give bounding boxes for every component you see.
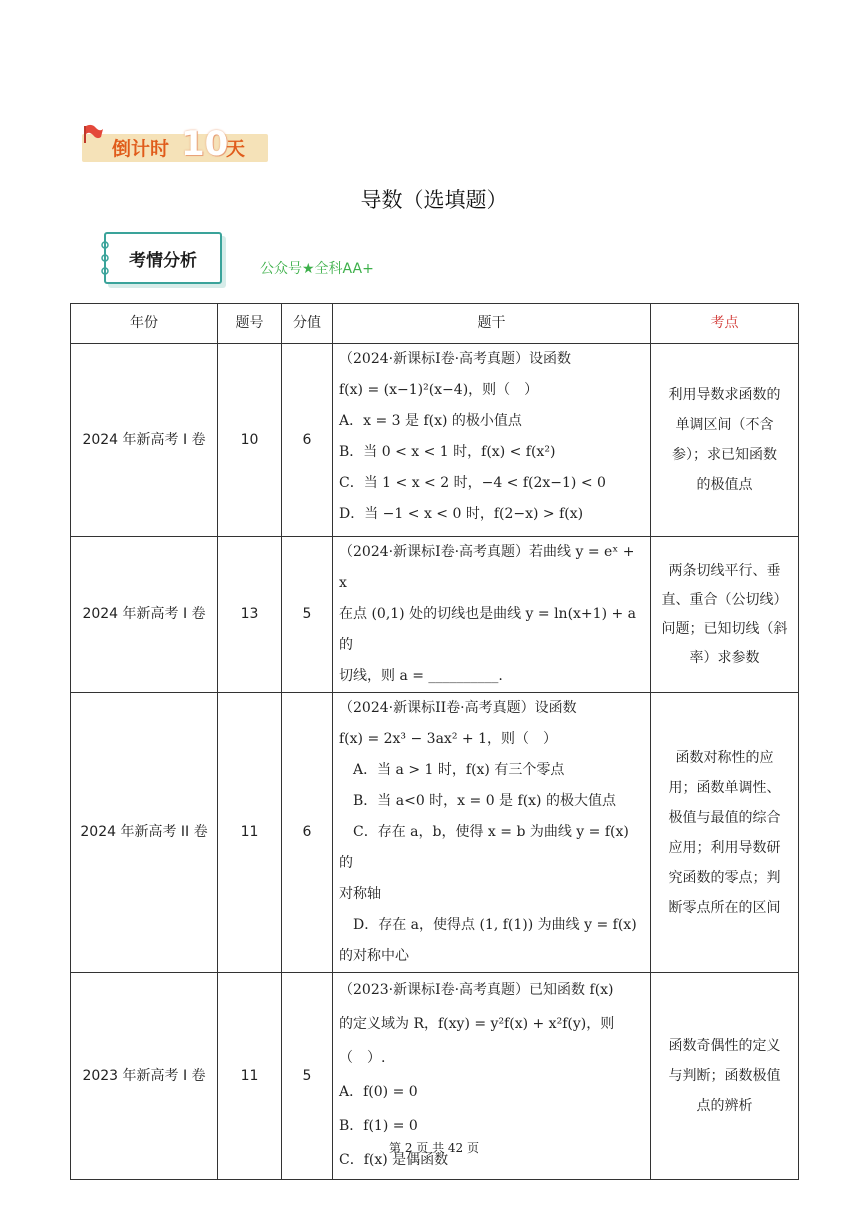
- point-line: 断零点所在的区间: [668, 899, 781, 916]
- page-title: 导数（选填题）: [360, 188, 508, 212]
- point-line: 点的辨析: [696, 1098, 753, 1114]
- countdown-banner: [82, 124, 268, 162]
- question-line: C．f(x) 是偶函数: [339, 1152, 449, 1168]
- question-line: （2024·新课标II卷·高考真题）设函数: [339, 700, 577, 716]
- section-label-box: [104, 232, 222, 284]
- point-line: 应用；利用导数研: [668, 839, 781, 856]
- cell-point: [651, 537, 799, 693]
- cell-score: 5: [282, 537, 333, 693]
- table-header-row: [71, 304, 799, 344]
- cell-number: 10: [218, 344, 282, 537]
- cell-year: 2024 年新高考 I 卷: [71, 344, 218, 537]
- point-line: 用；函数单调性、: [668, 779, 781, 796]
- cell-number: 11: [218, 973, 282, 1180]
- header-point: 考点: [651, 304, 799, 344]
- cell-question: [333, 537, 651, 693]
- question-line: C．存在 a，b，使得 x = b 为曲线 y = f(x) 的: [339, 824, 629, 871]
- point-line: 两条切线平行、垂: [668, 562, 781, 579]
- cell-year: 2024 年新高考 II 卷: [71, 693, 218, 973]
- cell-year: 2024 年新高考 I 卷: [71, 537, 218, 693]
- banner-number: 10: [181, 124, 229, 164]
- question-line: B．f(1) = 0: [339, 1118, 418, 1134]
- banner-suffix: 天: [226, 138, 246, 160]
- question-line: （2023·新课标I卷·高考真题）已知函数 f(x): [339, 982, 614, 998]
- question-line: f(x) = (x−1)²(x−4)，则（ ）: [339, 382, 539, 398]
- question-line: A．当 a > 1 时，f(x) 有三个零点: [339, 762, 565, 778]
- cell-point: [651, 344, 799, 537]
- cell-number: 13: [218, 537, 282, 693]
- question-line: 的定义域为 R，f(xy) = y²f(x) + x²f(y)，则: [339, 1016, 615, 1032]
- question-line: f(x) = 2x³ − 3ax² + 1，则（ ）: [339, 731, 557, 747]
- question-line: A．f(0) = 0: [339, 1084, 418, 1100]
- banner-prefix: 倒计时: [112, 138, 170, 160]
- flag-icon: [82, 124, 104, 144]
- point-line: 函数奇偶性的定义: [668, 1038, 781, 1054]
- point-line: 极值与最值的综合: [668, 809, 781, 826]
- cell-point: [651, 693, 799, 973]
- point-line: 率）求参数: [689, 649, 760, 666]
- cell-year: 2023 年新高考 I 卷: [71, 973, 218, 1180]
- point-line: 参）；求已知函数: [672, 447, 777, 463]
- header-question: 题干: [333, 304, 651, 344]
- cell-score: 6: [282, 344, 333, 537]
- cell-question: [333, 344, 651, 537]
- question-line: A．x = 3 是 f(x) 的极小值点: [339, 413, 522, 429]
- question-line: 的对称中心: [339, 948, 409, 964]
- watermark-text: 公众号★全科AA+: [260, 261, 374, 277]
- header-year: 年份: [71, 304, 218, 344]
- point-line: 函数对称性的应: [675, 749, 774, 766]
- question-line: D．当 −1 < x < 0 时，f(2−x) > f(x): [339, 506, 584, 522]
- point-line: 与判断；函数极值: [668, 1068, 781, 1084]
- question-line: B．当 0 < x < 1 时，f(x) < f(x²): [339, 444, 556, 460]
- section-label: 考情分析: [129, 251, 197, 271]
- question-line: D．存在 a，使得点 (1, f(1)) 为曲线 y = f(x): [339, 917, 637, 933]
- cell-score: 6: [282, 693, 333, 973]
- question-line: C．当 1 < x < 2 时，−4 < f(2x−1) < 0: [339, 475, 606, 491]
- cell-score: 5: [282, 973, 333, 1180]
- table-row: [71, 693, 799, 973]
- question-line: 在点 (0,1) 处的切线也是曲线 y = ln(x+1) + a 的: [339, 606, 637, 653]
- question-line: （2024·新课标I卷·高考真题）设函数: [339, 351, 572, 367]
- question-line: 对称轴: [339, 886, 381, 902]
- cell-question: [333, 693, 651, 973]
- table-row: [71, 537, 799, 693]
- question-line: （ ）.: [339, 1050, 386, 1066]
- exam-analysis-table: [70, 303, 799, 1180]
- point-line: 究函数的零点；判: [668, 869, 781, 886]
- point-line: 问题；已知切线（斜: [661, 620, 788, 637]
- question-line: （2024·新课标I卷·高考真题）若曲线 y = eˣ + x: [339, 544, 635, 591]
- point-line: 的极值点: [696, 477, 753, 493]
- point-line: 单调区间（不含: [675, 417, 774, 433]
- header-score: 分值: [282, 304, 333, 344]
- page-footer: 第 2 页 共 42 页: [389, 1141, 479, 1155]
- header-number: 题号: [218, 304, 282, 344]
- point-line: 利用导数求函数的: [668, 387, 781, 403]
- table-row: [71, 344, 799, 537]
- cell-number: 11: [218, 693, 282, 973]
- question-line: 切线，则 a = __________.: [339, 668, 503, 684]
- point-line: 直、重合（公切线）: [661, 591, 788, 608]
- question-line: B．当 a<0 时，x = 0 是 f(x) 的极大值点: [339, 793, 616, 809]
